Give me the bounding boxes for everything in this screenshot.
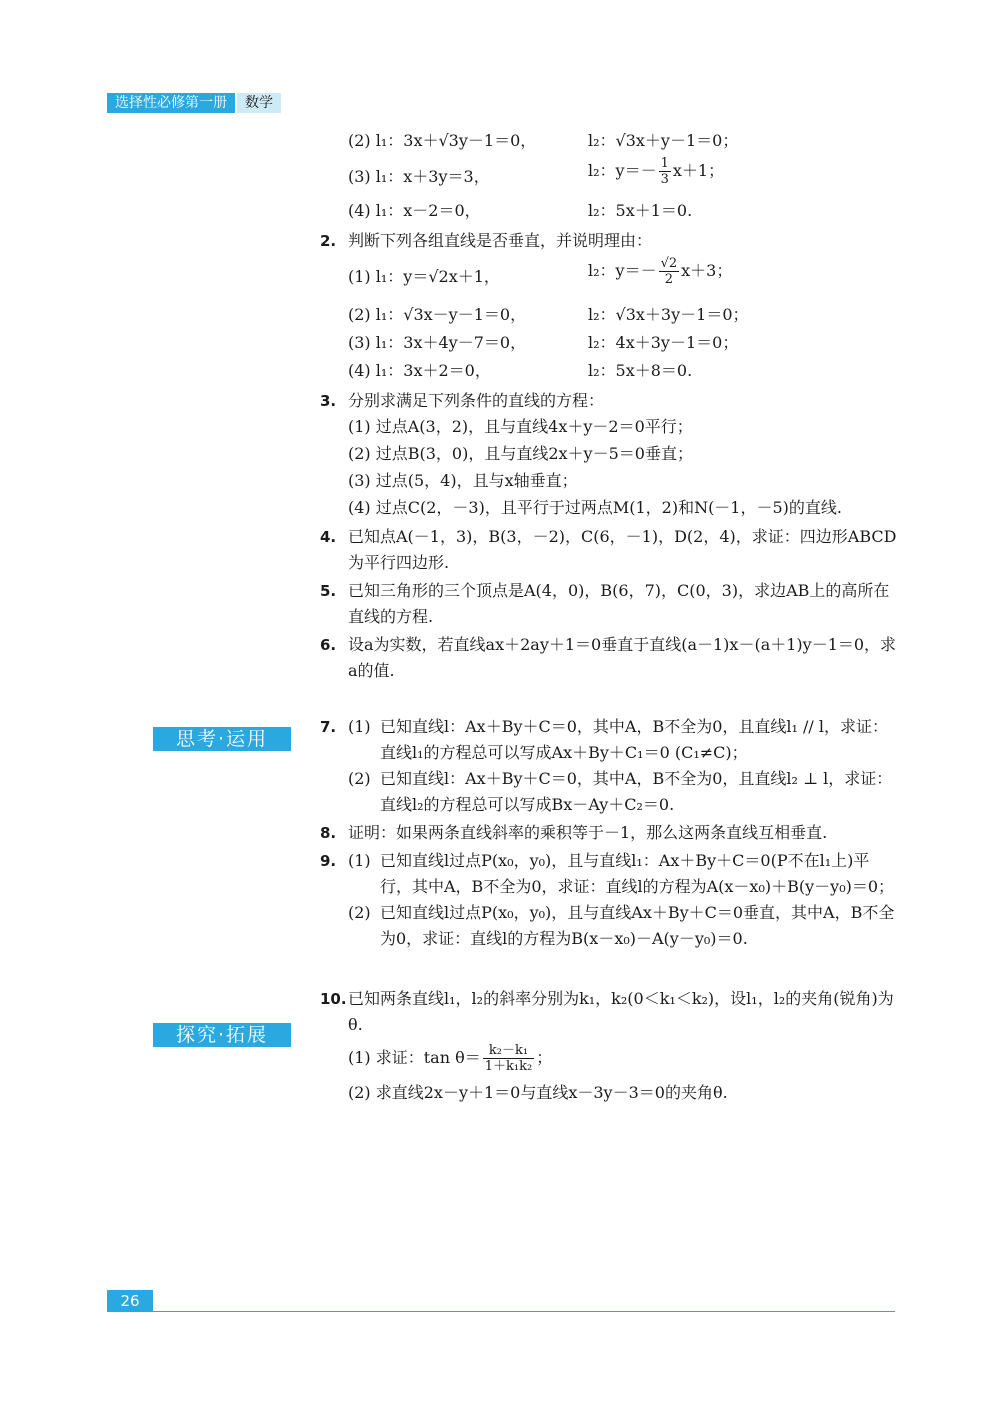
question-5: 5. 已知三角形的三个顶点是A(4，0)，B(6，7)，C(0，3)，求边AB上的高所在直线的方程. <box>320 581 890 626</box>
q9-part: (1) 已知直线l过点P(x₀，y₀)，且与直线l₁：Ax＋By＋C＝0(P不在l₁上)平行，其中A，B不全为0，求证：直线l的方程为A(x－x₀)＋B(y－y₀)＝0； <box>348 851 895 896</box>
q7-part: (2) 已知直线l：Ax＋By＋C＝0，其中A，B不全为0，且直线l₂ ⊥ l，求证：直线l₂的方程总可以写成Bx－Ay＋C₂＝0. <box>348 769 893 814</box>
q1-row: (4) l₁：x－2＝0， l₂：5x＋1＝0. <box>348 201 693 220</box>
fraction: $\frac{\text{k₂－k₁}}{\text{1＋k₁k₂}}$ <box>484 1043 533 1074</box>
running-header <box>107 93 281 113</box>
q9-part: (2) 已知直线l过点P(x₀，y₀)，且与直线Ax＋By＋C＝0垂直，其中A，B不全为0，求证：直线l的方程为B(x－x₀)－A(y－y₀)＝0. <box>348 903 895 948</box>
q2-row: (4) l₁：3x＋2＝0， l₂：5x＋8＝0. <box>348 361 693 380</box>
q7-part: (1) 已知直线l：Ax＋By＋C＝0，其中A，B不全为0，且直线l₁ // l，求证：直线l₁的方程总可以写成Ax＋By＋C₁＝0 (C₁≠C)； <box>348 717 889 762</box>
book-title: 选择性必修第一册 <box>107 93 235 113</box>
footer-rule <box>153 1311 895 1312</box>
question-9: 9. (1) 已知直线l过点P(x₀，y₀)，且与直线l₁：Ax＋By＋C＝0(P不在l₁上)平行，其中A，B不全为0，求证：直线l的方程为A(x－x₀)＋B(y－y₀)＝0； (2) 已知直线l过点P(x₀，y₀)，且与直线Ax＋By＋C＝0垂直，其中A，B不全为0，求证：直线l的方程为B(x－x₀)－A(y－y₀)＝0. <box>320 848 900 952</box>
q1-row: (2) l₁：3x＋√3y－1＝0， l₂：√3x＋y－1＝0； <box>348 131 739 150</box>
question-4: 4. 已知点A(－1，3)，B(3，－2)，C(6，－1)，D(2，4)，求证：四边形ABCD为平行四边形. <box>320 527 897 572</box>
fraction: $\frac{1}{3}$ <box>660 156 669 187</box>
page-number: 26 <box>107 1290 153 1312</box>
q3-item: (3) 过点(5，4)，且与x轴垂直； <box>348 471 578 490</box>
q2-row: (3) l₁：3x＋4y－7＝0， l₂：4x＋3y－1＝0； <box>348 333 739 352</box>
question-8: 8. 证明：如果两条直线斜率的乘积等于－1，那么这两条直线互相垂直. <box>320 823 828 842</box>
q2-row: (2) l₁：√3x－y－1＝0， l₂：√3x＋3y－1＝0； <box>348 305 749 324</box>
question-6: 6. 设a为实数，若直线ax＋2ay＋1＝0垂直于直线(a－1)x－(a＋1)y－1＝0，求a的值. <box>320 635 897 680</box>
question-3: 3. 分别求满足下列条件的直线的方程： <box>320 391 605 410</box>
q3-item: (2) 过点B(3，0)，且与直线2x＋y－5＝0垂直； <box>348 444 693 463</box>
question-10: 10. 已知两条直线l₁，l₂的斜率分别为k₁，k₂(0＜k₁＜k₂)，设l₁，l₂的夹角(锐角)为θ. <box>320 989 894 1034</box>
q1-row: (3) l₁：x＋3y＝3， l₂：y＝－ $\frac{1}{3}$ x＋1； <box>348 156 725 187</box>
question-7: 7. (1) 已知直线l：Ax＋By＋C＝0，其中A，B不全为0，且直线l₁ // l，求证：直线l₁的方程总可以写成Ax＋By＋C₁＝0 (C₁≠C)； (2) 已知直线l：Ax＋By＋C＝0，其中A，B不全为0，且直线l₂ ⊥ l，求证：直线l₂的方程总可以写成Bx－Ay＋C₂＝0. <box>320 714 900 818</box>
section-label-explore-extend: 探究·拓展 <box>153 1023 291 1047</box>
subject-label: 数学 <box>237 93 281 113</box>
fraction: $\frac{√2}{2}$ <box>660 256 678 287</box>
question-2: 2. 判断下列各组直线是否垂直，并说明理由： <box>320 231 653 250</box>
q3-item: (4) 过点C(2，－3)，且平行于过两点M(1，2)和N(－1，－5)的直线. <box>348 498 842 517</box>
exercise-content <box>320 128 900 1107</box>
q10-part-1: (1) 求证：tan θ＝ $\frac{\text{k₂－k₁}}{\text{1＋k₁k₂}}$ ； <box>348 1043 553 1074</box>
q3-item: (1) 过点A(3，2)，且与直线4x＋y－2＝0平行； <box>348 417 693 436</box>
section-label-think-apply: 思考·运用 <box>153 727 291 751</box>
q10-part-2: (2) 求直线2x－y＋1＝0与直线x－3y－3＝0的夹角θ. <box>348 1083 728 1102</box>
q2-row: (1) l₁：y＝√2x＋1， l₂：y＝－ $\frac{√2}{2}$ x＋3； <box>348 256 733 287</box>
